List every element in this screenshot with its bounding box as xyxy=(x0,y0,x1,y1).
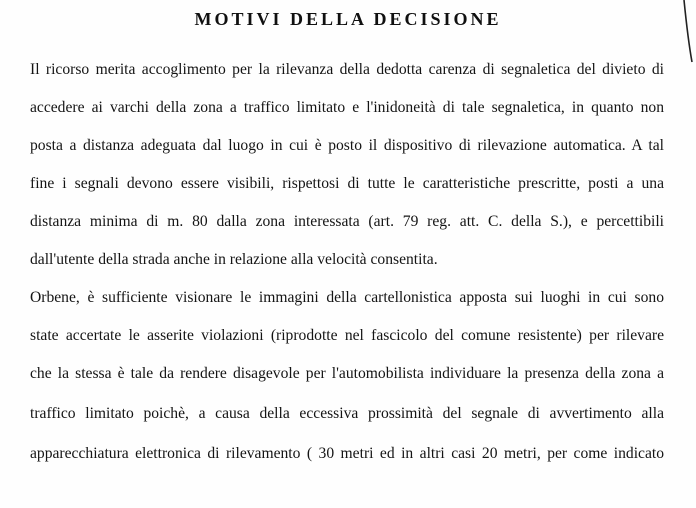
text-line-2: accedere ai varchi della zona a traffico limitato e l'inidoneità di tale segnaletica, in quanto non xyxy=(30,99,664,116)
text-line-4: fine i segnali devono essere visibili, rispettosi di tutte le caratteristiche prescritte, posti a una xyxy=(30,175,664,192)
text-line-3: posta a distanza adeguata dal luogo in cui è posto il dispositivo di rilevazione automatica. A tal xyxy=(30,137,664,154)
text-line-7: Orbene, è sufficiente visionare le immagini della cartellonistica apposta sui luoghi in cui sono xyxy=(30,289,664,306)
text-line-6: dall'utente della strada anche in relazione alla velocità consentita. xyxy=(30,251,438,268)
text-line-11: apparecchiatura elettronica di rilevamento ( 30 metri ed in altri casi 20 metri, per come indicato xyxy=(30,445,664,462)
text-line-10: traffico limitato poichè, a causa della eccessiva prossimità del segnale di avvertimento alla xyxy=(30,405,664,422)
section-heading: MOTIVI DELLA DECISIONE xyxy=(194,9,502,29)
scan-edge-mark xyxy=(682,0,696,90)
text-line-1: Il ricorso merita accoglimento per la rilevanza della dedotta carenza di segnaletica del divieto di xyxy=(30,61,664,78)
text-line-9: che la stessa è tale da rendere disagevole per l'automobilista individuare la presenza della zona a xyxy=(30,365,664,382)
text-line-5: distanza minima di m. 80 dalla zona interessata (art. 79 reg. att. C. della S.), e percettibili xyxy=(30,213,664,230)
text-line-8: state accertate le asserite violazioni (riprodotte nel fascicolo del comune resistente) per rilevare xyxy=(30,327,664,344)
